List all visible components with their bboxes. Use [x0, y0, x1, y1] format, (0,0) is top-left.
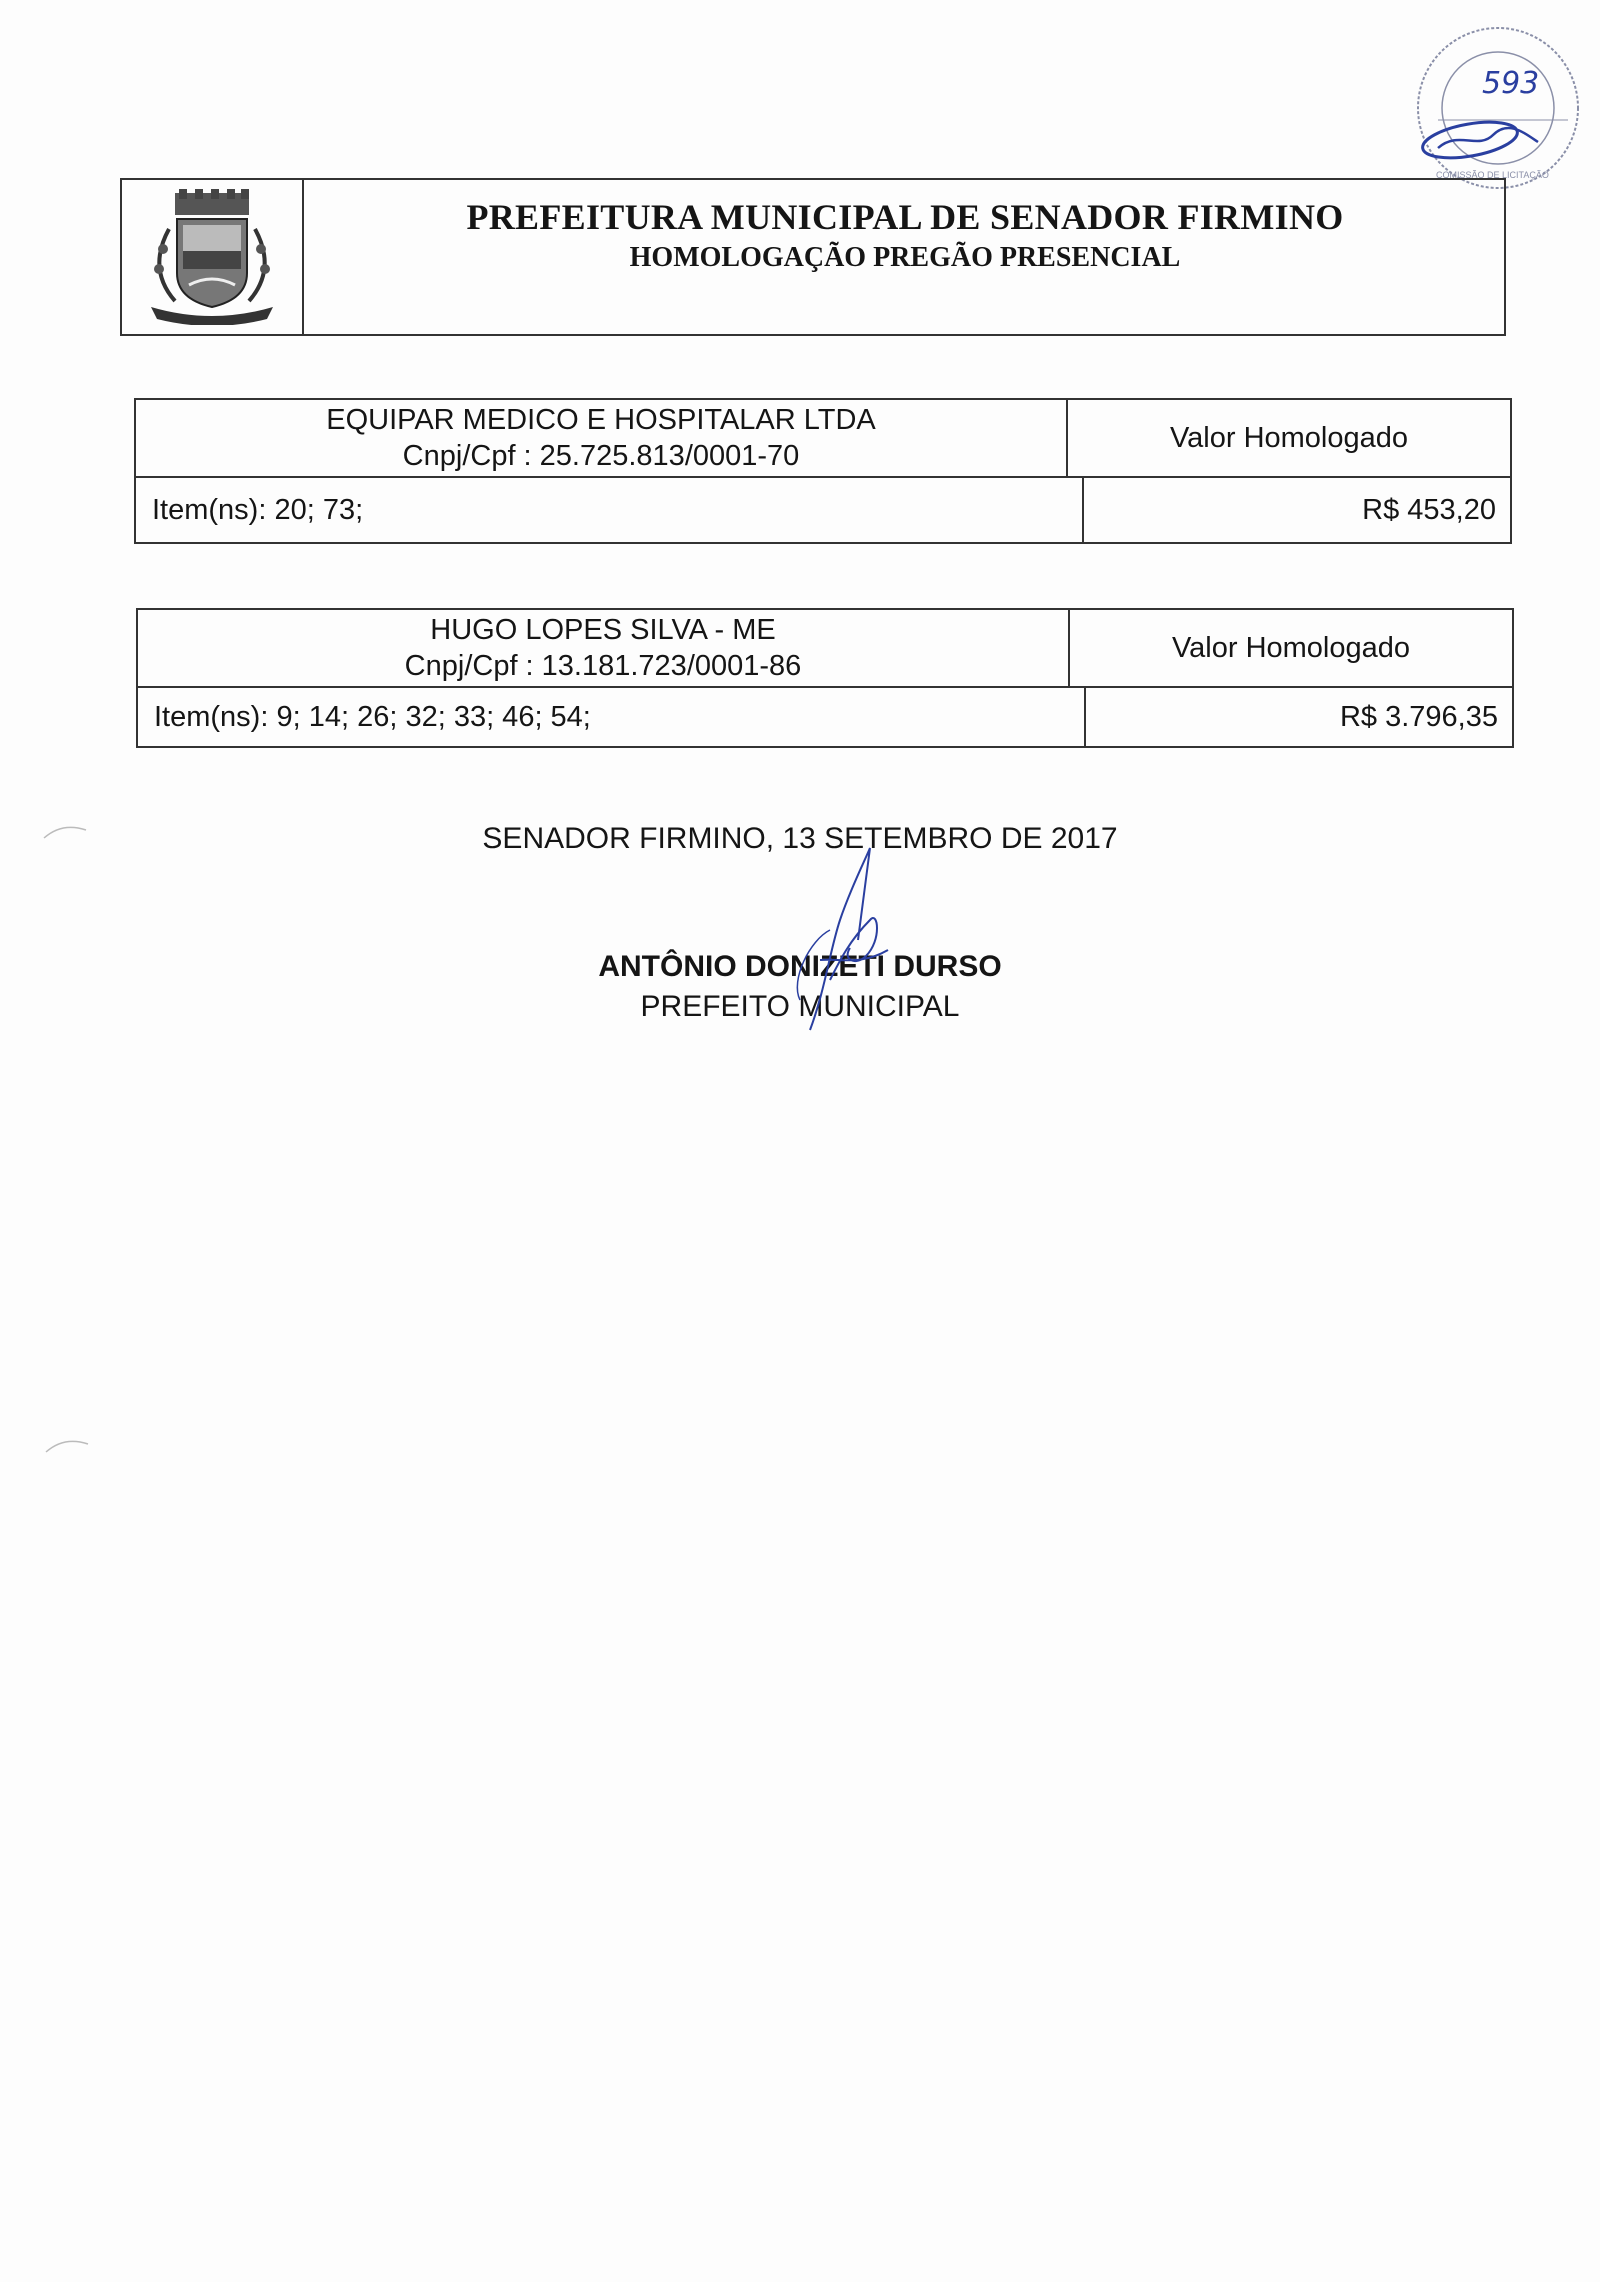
document-header [120, 178, 1506, 336]
vendor-name: HUGO LOPES SILVA - ME [430, 614, 776, 646]
vendor-table [134, 398, 1512, 544]
vendor-cnpj: Cnpj/Cpf : 25.725.813/0001-70 [402, 440, 800, 472]
municipal-coat-of-arms-icon [122, 180, 304, 334]
vendor-items: Item(ns): 9; 14; 26; 32; 33; 46; 54; [138, 688, 1086, 746]
stamp-page-number: 593 [1482, 66, 1540, 101]
signer-role: PREFEITO MUNICIPAL [640, 990, 960, 1023]
punch-mark-top [42, 822, 92, 842]
date-line: SENADOR FIRMINO, 13 SETEMBRO DE 2017 [482, 822, 1118, 855]
vendor-items: Item(ns): 20; 73; [136, 478, 1084, 542]
page-subtitle: HOMOLOGAÇÃO PREGÃO PRESENCIAL [629, 242, 1181, 273]
punch-mark-bottom [44, 1436, 94, 1456]
vendor-amount: R$ 453,20 [1362, 494, 1496, 526]
signer-name: ANTÔNIO DONIZETI DURSO [598, 950, 1002, 983]
vendor-amount: R$ 3.796,35 [1339, 701, 1498, 733]
value-header: Valor Homologado [1068, 400, 1510, 478]
vendor-name-cell [138, 610, 1070, 688]
commission-stamp [1398, 20, 1588, 190]
page-title: PREFEITURA MUNICIPAL DE SENADOR FIRMINO [466, 197, 1344, 237]
vendor-cnpj: Cnpj/Cpf : 13.181.723/0001-86 [404, 650, 802, 682]
value-header: Valor Homologado [1070, 610, 1512, 688]
vendor-name-cell [136, 400, 1068, 478]
header-text-block [306, 180, 1504, 334]
vendor-table [136, 608, 1514, 748]
handwritten-signature [770, 840, 920, 1040]
stamp-ring-text: COMISSÃO DE LICITAÇÃO [1436, 170, 1549, 180]
vendor-name: EQUIPAR MEDICO E HOSPITALAR LTDA [326, 404, 876, 436]
